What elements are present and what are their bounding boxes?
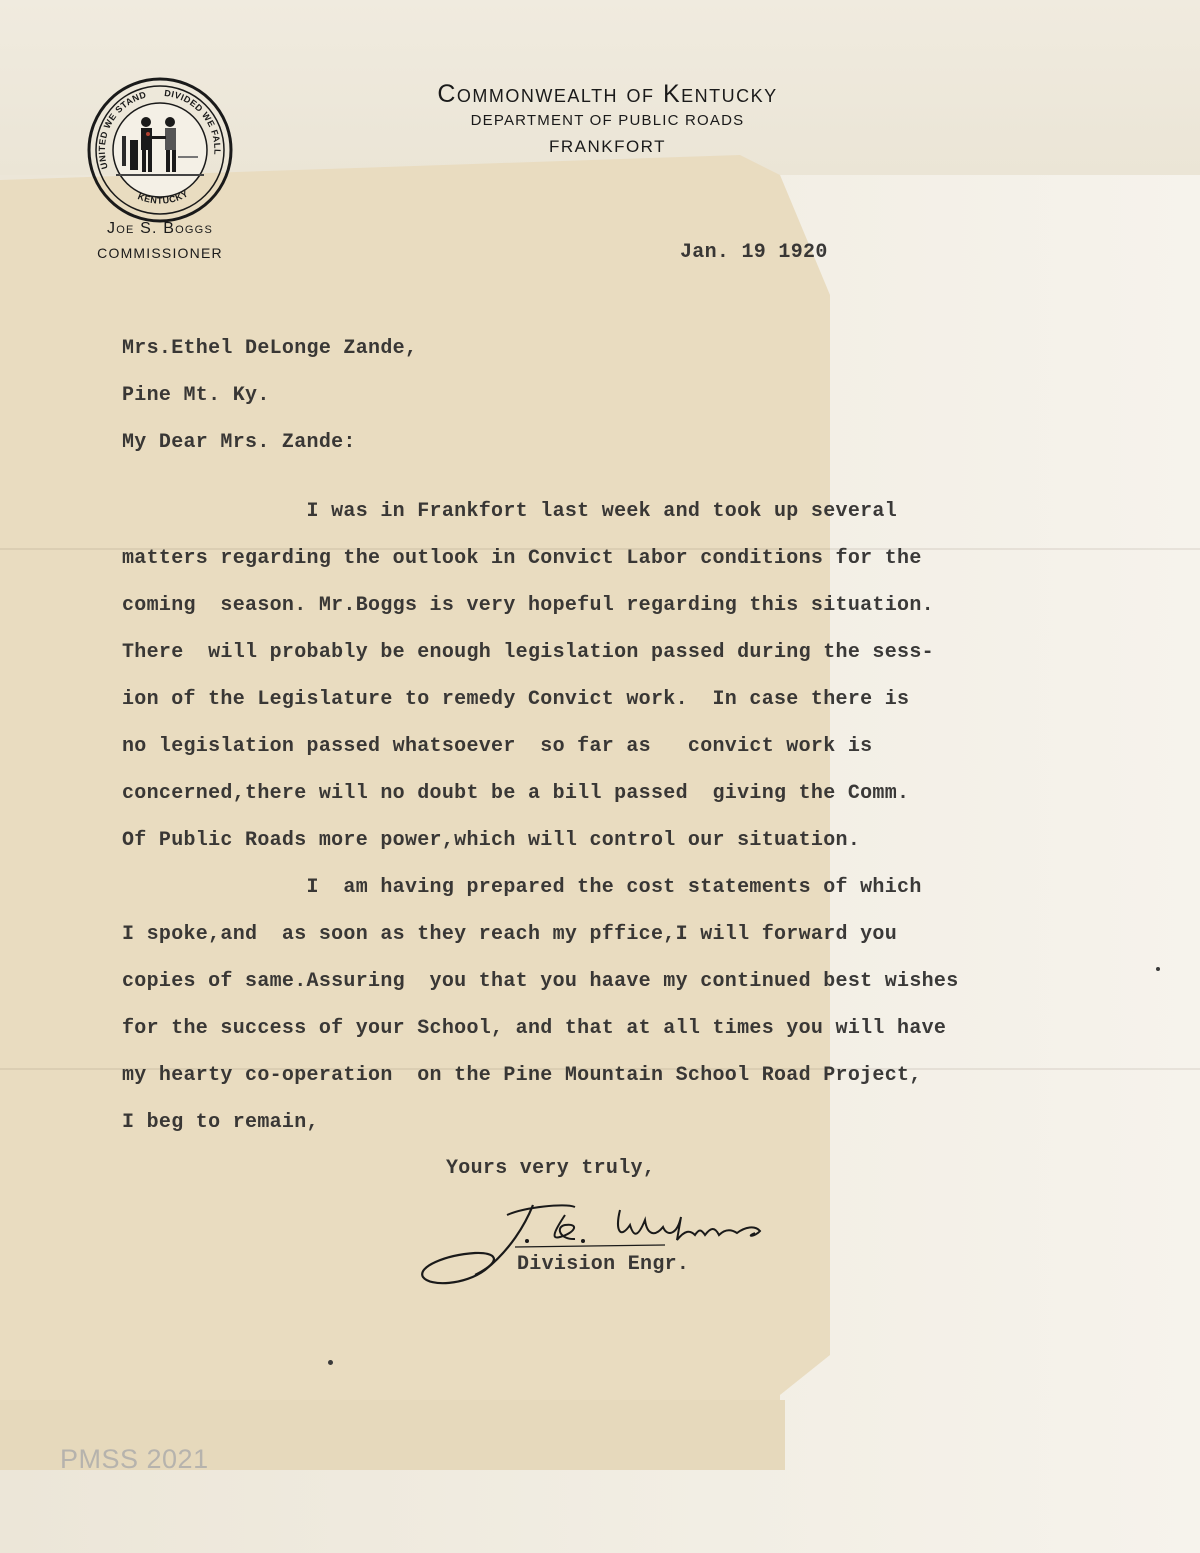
letterhead-officer-title: COMMISSIONER: [97, 245, 223, 261]
recipient-location: Pine Mt. Ky.: [122, 384, 270, 407]
body-line: coming season. Mr.Boggs is very hopeful regarding this situation.: [122, 594, 934, 617]
body-line: I beg to remain,: [122, 1111, 319, 1134]
seal-text-left: UNITED WE STAND: [96, 89, 148, 171]
body-line: for the success of your School, and that at all times you will have: [122, 1017, 947, 1040]
recipient-name: Mrs.Ethel DeLonge Zande,: [122, 337, 418, 360]
body-line: my hearty co-operation on the Pine Mountain School Road Project,: [122, 1064, 922, 1087]
body-line: copies of same.Assuring you that you haave my continued best wishes: [122, 970, 959, 993]
letter-date: Jan. 19 1920: [680, 241, 828, 264]
seal-text-bottom: KENTUCKY: [136, 188, 190, 206]
letterhead-organization: Commonwealth of Kentucky: [437, 80, 778, 108]
kentucky-seal-icon: [86, 76, 234, 224]
body-line: ion of the Legislature to remedy Convict work. In case there is: [122, 688, 910, 711]
body-line: matters regarding the outlook in Convict Labor conditions for the: [122, 547, 922, 570]
handwritten-signature: [415, 1195, 775, 1295]
body-line: no legislation passed whatsoever so far as convict work is: [122, 735, 873, 758]
body-line: Of Public Roads more power,which will control our situation.: [122, 829, 861, 852]
letterhead-city: FRANKFORT: [548, 137, 667, 156]
body-line: There will probably be enough legislation passed during the sess-: [122, 641, 934, 664]
signer-title: Division Engr.: [517, 1253, 690, 1276]
watermark: PMSS 2021: [60, 1444, 209, 1474]
paper-speck: [1156, 967, 1160, 971]
letterhead-department: DEPARTMENT OF PUBLIC ROADS: [470, 112, 745, 129]
paper-speck: [328, 1360, 333, 1365]
closing: Yours very truly,: [446, 1157, 656, 1180]
body-line: I was in Frankfort last week and took up several: [122, 500, 898, 523]
seal-text-right: DIVIDED WE FALL: [163, 87, 223, 156]
body-line: I am having prepared the cost statements of which: [122, 876, 922, 899]
body-line: concerned,there will no doubt be a bill passed giving the Comm.: [122, 782, 910, 805]
salutation: My Dear Mrs. Zande:: [122, 431, 356, 454]
body-line: I spoke,and as soon as they reach my pffice,I will forward you: [122, 923, 898, 946]
letterhead-officer-name: Joe S. Boggs: [107, 220, 213, 237]
